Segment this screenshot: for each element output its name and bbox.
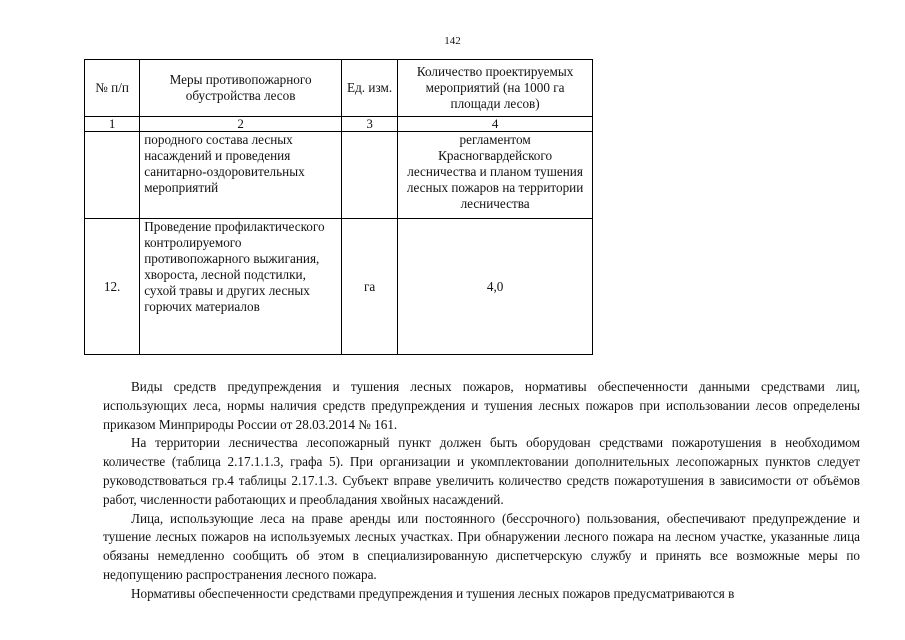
body-text [103, 378, 860, 604]
index-cell: 1 [85, 117, 140, 132]
paragraph: Нормативы обеспеченности средствами предупреждения и тушения лесных пожаров предусматриваются в [131, 585, 735, 601]
row-quantity-cell: регламентом Красногвардейского лесничества и планом тушения лесных пожаров на территории лесничества [398, 132, 593, 219]
row-num-cell [85, 132, 140, 219]
row-measure-cell: Проведение профилактического контролируемого противопожарного выжигания, хвороста, лесной подстилки, сухой травы и других лесных горючих материалов [140, 219, 342, 355]
index-cell: 3 [341, 117, 397, 132]
header-measure: Меры противопожарного обустройства лесов [140, 60, 342, 117]
row-unit-cell [341, 132, 397, 219]
fire-measures-table [84, 59, 593, 355]
header-num: № п/п [85, 60, 140, 117]
page-number: 142 [444, 35, 461, 47]
paragraph: На территории лесничества лесопожарный пункт должен быть оборудован средствами пожаротушения в необходимом количестве (таблица 2.17.1.1.3, графа 5). При организации и укомплектовании дополнительных лесопожарных пунктов следует руководствоваться гр.4 таблицы 2.17.1.3. Субъект вправе увеличить количество средств пожаротушения в зависимости от объёмов работ, численности работающих и преобладания хвойных насаждений. [103, 435, 860, 507]
table-index-row [85, 117, 593, 132]
row-num-cell: 12. [85, 219, 140, 355]
index-cell: 2 [140, 117, 342, 132]
paragraph: Виды средств предупреждения и тушения лесных пожаров, нормативы обеспеченности данными средствами лиц, использующих леса, нормы наличия средств предупреждения и тушения лесных пожаров при использовании лесов определены приказом Минприроды России от 28.03.2014 № 161. [103, 379, 860, 432]
header-unit: Ед. изм. [341, 60, 397, 117]
row-quantity-cell: 4,0 [398, 219, 593, 355]
row-unit-cell: га [341, 219, 397, 355]
table-row [85, 219, 593, 355]
row-measure-cell: породного состава лесных насаждений и проведения санитарно-оздоровительных мероприятий [140, 132, 342, 219]
table-header-row [85, 60, 593, 117]
index-cell: 4 [398, 117, 593, 132]
header-quantity: Количество проектируемых мероприятий (на 1000 га площади лесов) [398, 60, 593, 117]
paragraph: Лица, использующие леса на праве аренды или постоянного (бессрочного) пользования, обеспечивают предупреждение и тушение лесных пожаров на используемых лесных участках. При обнаружении лесного пожара на лесном участке, указанные лица обязаны немедленно сообщить об этом в специализированную диспетчерскую службу и принять все возможные меры по недопущению распространения лесного пожара. [103, 510, 860, 582]
table-row [85, 132, 593, 219]
